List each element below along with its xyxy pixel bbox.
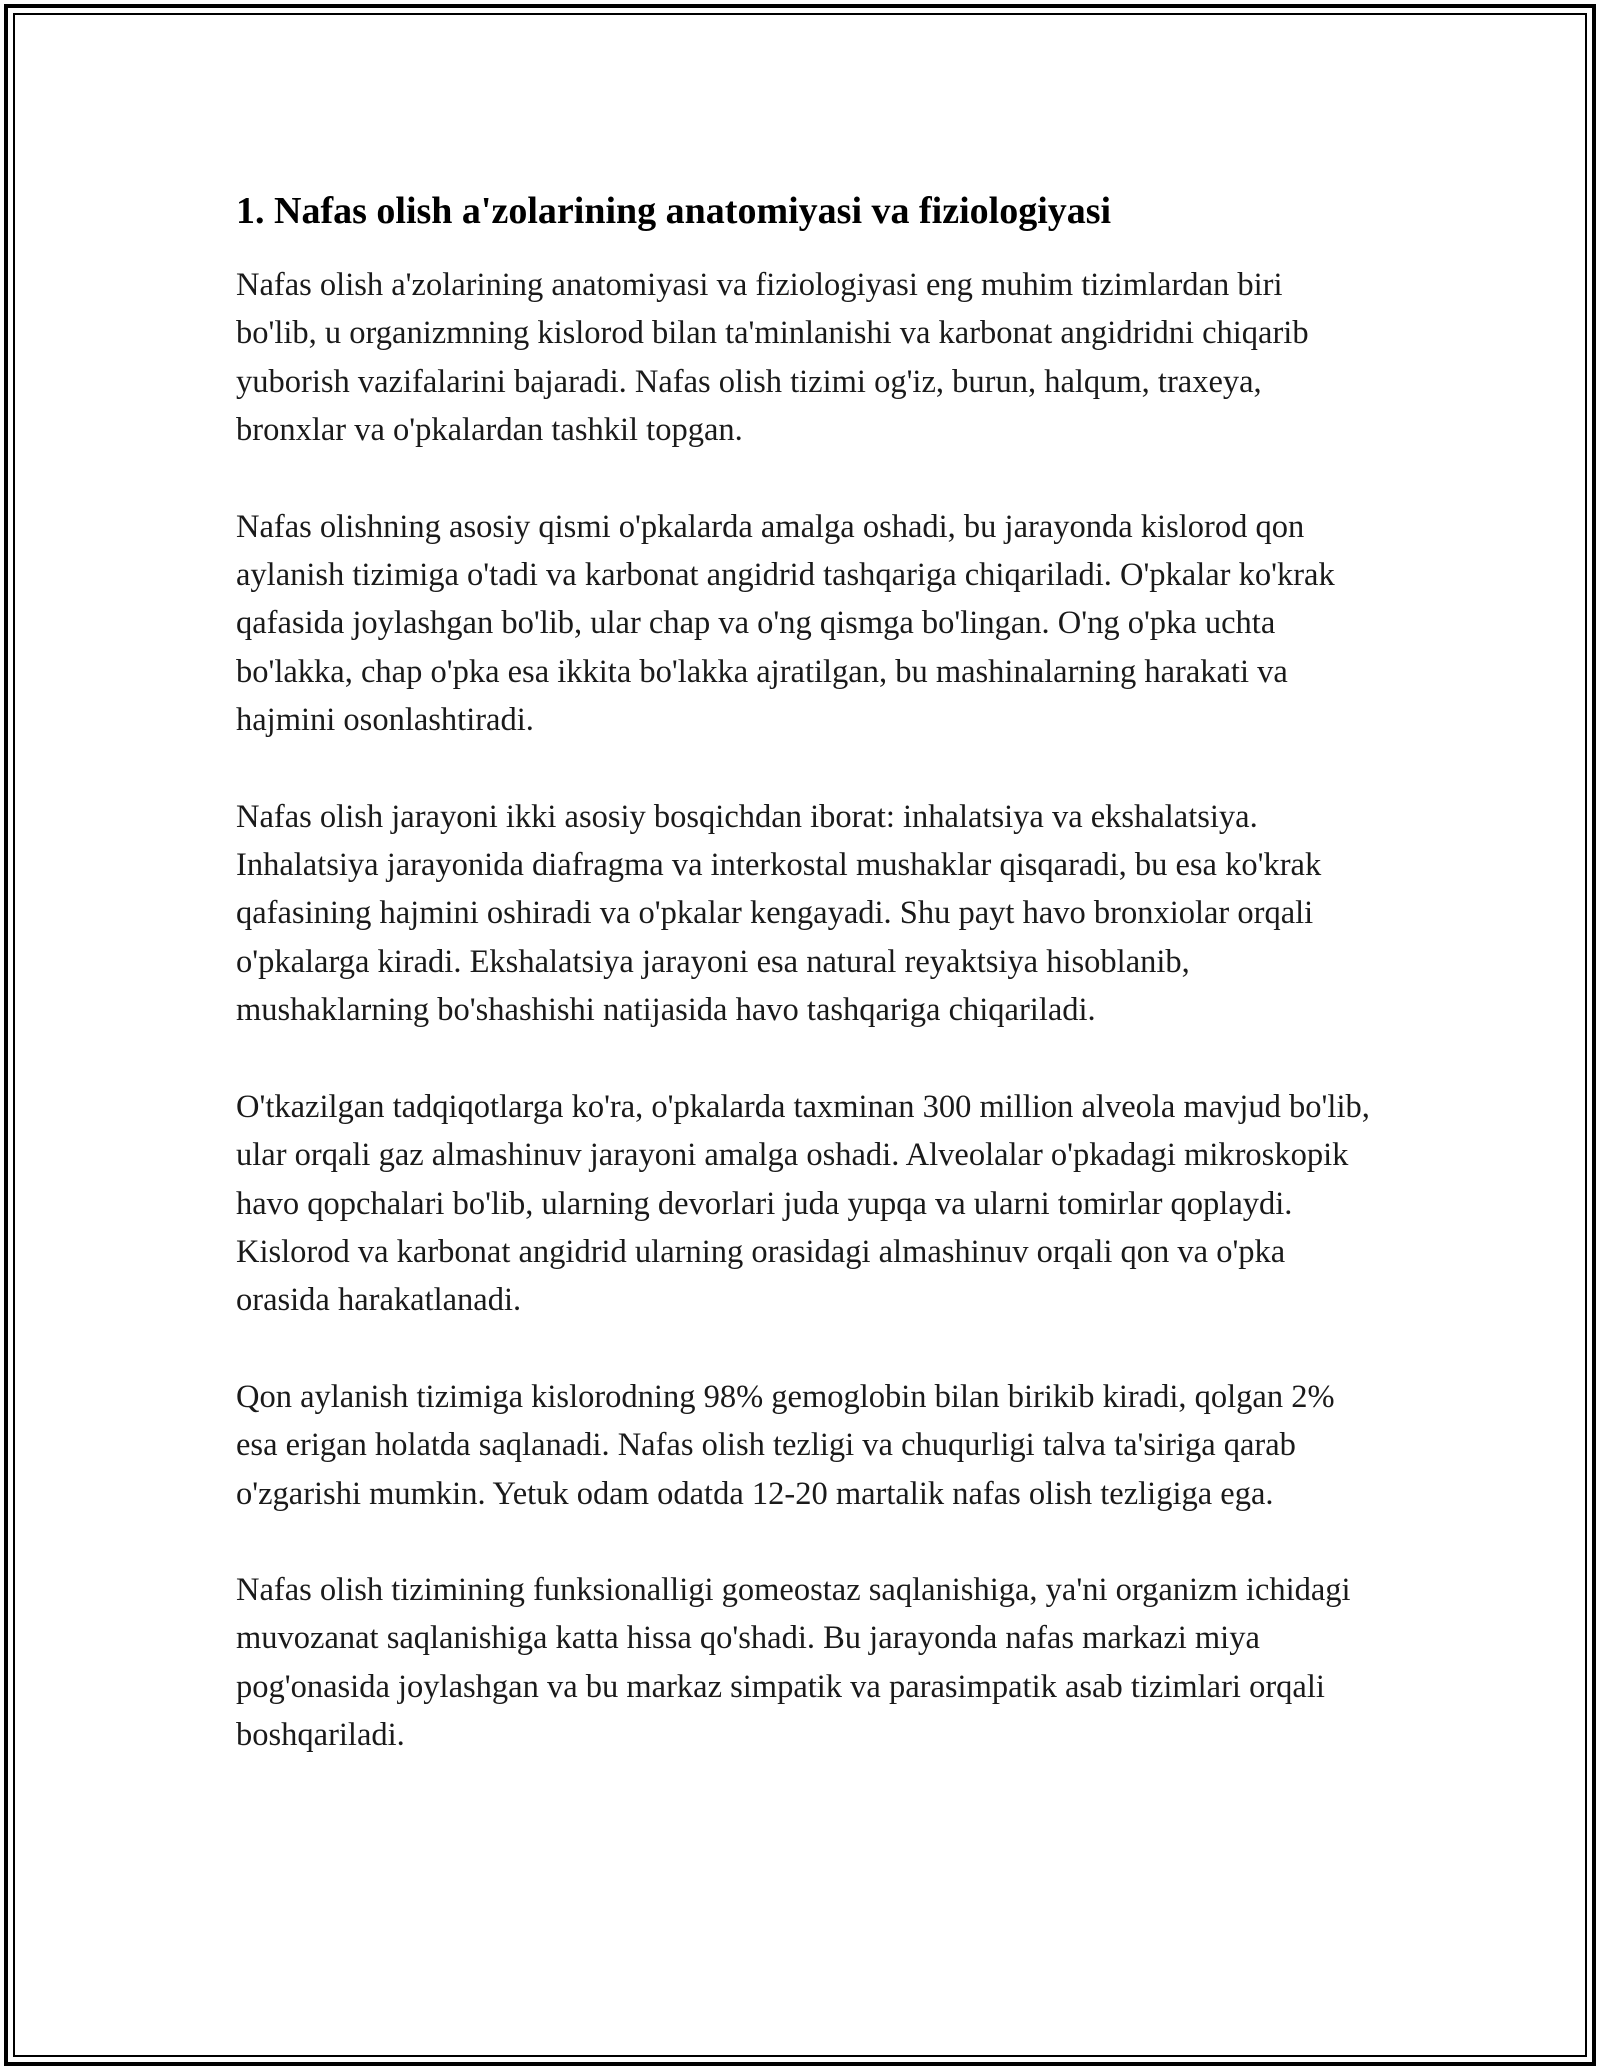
paragraph-1: Nafas olish a'zolarining anatomiyasi va fiziologiyasi eng muhim tizimlardan biri bo'lib, u organizmning kislorod bilan ta'minlanishi va karbonat angidridni chiqarib yuborish vazifalarini bajaradi. Nafas olish tizimi og'iz, burun, halqum, traxeya, bronxlar va o'pkalardan tashkil topgan. [236,267,1309,449]
paragraph-2: Nafas olishning asosiy qismi o'pkalarda amalga oshadi, bu jarayonda kislorod qon aylanish tizimiga o'tadi va karbonat angidrid tashqariga chiqariladi. O'pkalar ko'krak qafasida joylashgan bo'lib, ular chap va o'ng qismga bo'lingan. O'ng o'pka uchta bo'lakka, chap o'pka esa ikkita bo'lakka ajratilgan, bu mashinalarning harakati va hajmini osonlashtiradi. [236,508,1335,739]
paragraph-3: Nafas olish jarayoni ikki asosiy bosqichdan iborat: inhalatsiya va ekshalatsiya. Inhalatsiya jarayonida diafragma va interkostal mushaklar qisqaradi, bu esa ko'krak qafasining hajmini oshiradi va o'pkalar kengayadi. Shu payt havo bronxiolar orqali o'pkalarga kiradi. Ekshalatsiya jarayoni esa natural reyaktsiya hisoblanib, mushaklarning bo'shashishi natijasida havo tashqariga chiqariladi. [236,798,1322,1029]
paragraph-6: Nafas olish tizimining funksionalligi gomeostaz saqlanishiga, ya'ni organizm ichidagi muvozanat saqlanishiga katta hissa qo'shadi. Bu jarayonda nafas markazi miya pog'onasida joylashgan va bu markaz simpatik va parasimpatik asab tizimlari orqali boshqariladi. [236,1571,1351,1754]
section-heading: 1. Nafas olish a'zolarining anatomiyasi va fiziologiyasi [236,190,1112,232]
paragraph-4: O'tkazilgan tadqiqotlarga ko'ra, o'pkalarda taxminan 300 million alveola mavjud bo'lib, ular orqali gaz almashinuv jarayoni amalga oshadi. Alveolalar o'pkadagi mikroskopik havo qopchalari bo'lib, ularning devorlari juda yupqa va ularni tomirlar qoplaydi. Kislorod va karbonat angidrid ularning orasidagi almashinuv orqali qon va o'pka orasida harakatlanadi. [236,1088,1370,1319]
document-body [236,187,1371,1808]
paragraph-5: Qon aylanish tizimiga kislorodning 98% gemoglobin bilan birikib kiradi, qolgan 2% esa erigan holatda saqlanadi. Nafas olish tezligi va chuqurligi talva ta'siriga qarab o'zgarishi mumkin. Yetuk odam odatda 12-20 martalik nafas olish tezligiga ega. [236,1378,1335,1512]
